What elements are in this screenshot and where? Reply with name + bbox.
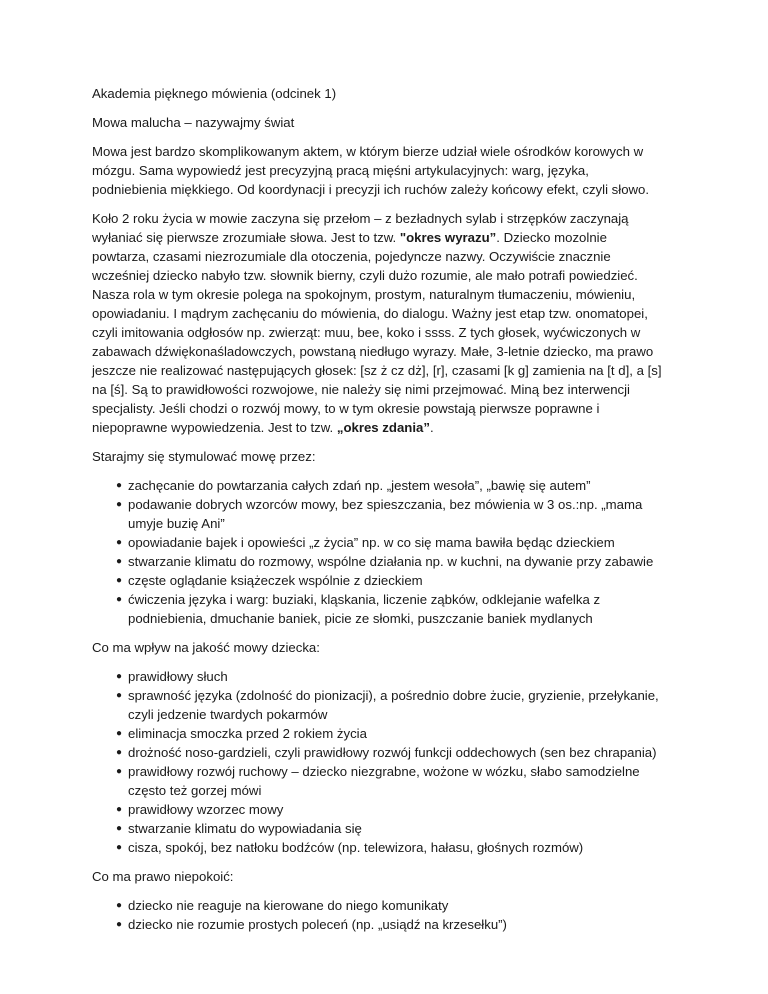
- section-heading-quality: Co ma wpływ na jakość mowy dziecka:: [92, 640, 320, 655]
- list-item-text: dziecko nie reaguje na kierowane do niego komunikaty: [128, 898, 449, 913]
- list-item: [92, 762, 667, 800]
- paragraph-text: Koło 2 roku życia w mowie zaczyna się przełom – z bezładnych sylab i strzępków zaczynają wyłaniać się pierwsze zrozumiałe słowa. Jest to tzw.: [92, 211, 629, 245]
- list-item: [92, 571, 667, 590]
- list-item: [92, 896, 667, 915]
- bullet-icon: ●: [116, 690, 123, 701]
- bullet-icon: ●: [116, 537, 123, 548]
- stimulate-list: [92, 476, 667, 628]
- concern-list: [92, 896, 667, 934]
- bullet-icon: ●: [116, 671, 123, 682]
- bullet-icon: ●: [116, 747, 123, 758]
- intro-paragraph: Mowa jest bardzo skomplikowanym aktem, w którym bierze udział wiele ośrodków korowych w mózgu. Sama wypowiedź jest precyzyjną pracą mięśni artykulacyjnych: warg, języka, podniebienia miękkiego. Od koordynacji i precyzji ich ruchów zależy końcowy efekt, czyli słowo.: [92, 144, 650, 197]
- list-item: [92, 590, 667, 628]
- list-item-text: stwarzanie klimatu do wypowiadania się: [128, 821, 362, 836]
- list-item: [92, 743, 667, 762]
- list-item-text: podawanie dobrych wzorców mowy, bez spieszczania, bez mówienia w 3 os.:np. „mama umyje buzię Ani”: [128, 497, 643, 531]
- paragraph-text: .: [429, 420, 434, 435]
- bullet-icon: ●: [116, 842, 123, 853]
- bullet-icon: ●: [116, 804, 123, 815]
- list-item-text: stwarzanie klimatu do rozmowy, wspólne działania np. w kuchni, na dywanie przy zabawie: [128, 554, 654, 569]
- list-item-text: eliminacja smoczka przed 2 rokiem życia: [128, 726, 367, 741]
- bullet-icon: ●: [116, 499, 123, 510]
- list-item-text: częste oglądanie książeczek wspólnie z dzieckiem: [128, 573, 423, 588]
- list-item: [92, 724, 667, 743]
- list-item-text: opowiadanie bajek i opowieści „z życia” np. w co się mama bawiła będąc dzieckiem: [128, 535, 615, 550]
- bullet-icon: ●: [116, 575, 123, 586]
- bold-term-okres-wyrazu: "okres wyrazu”: [399, 230, 497, 245]
- list-item-text: prawidłowy słuch: [128, 669, 228, 684]
- list-item-text: zachęcanie do powtarzania całych zdań np. „jestem wesoła”, „bawię się autem”: [128, 478, 591, 493]
- bullet-icon: ●: [116, 766, 123, 777]
- list-item-text: sprawność języka (zdolność do pionizacji), a pośrednio dobre żucie, gryzienie, przełykanie, czyli jedzenie twardych pokarmów: [128, 688, 659, 722]
- list-item-text: cisza, spokój, bez natłoku bodźców (np. telewizora, hałasu, głośnych rozmów): [128, 840, 584, 855]
- list-item-text: prawidłowy rozwój ruchowy – dziecko niezgrabne, wożone w wózku, słabo samodzielne często też gorzej mówi: [128, 764, 640, 798]
- bullet-icon: ●: [116, 480, 123, 491]
- list-item: [92, 495, 667, 533]
- list-item-text: dziecko nie rozumie prostych poleceń (np. „usiądź na krzesełku”): [128, 917, 507, 932]
- list-item: [92, 552, 667, 571]
- list-item-text: prawidłowy wzorzec mowy: [128, 802, 284, 817]
- paragraph-text: . Dziecko mozolnie powtarza, czasami niezrozumiale dla otoczenia, pojedyncze nazwy. Oczywiście znacznie wcześniej dziecko nabyło tzw. słownik bierny, czyli dużo rozumie, ale mało potrafi powiedzieć. Nasza rola w tym okresie polega na spokojnym, prostym, naturalnym tłumaczeniu, mówieniu, opowiadaniu. I mądrym zachęcaniu do mówienia, do dialogu. Ważny jest etap tzw. onomatopei, czyli imitowania odgłosów np. zwierząt: muu, bee, koko i ssss. Z tych głosek, wyćwiczonych w zabawach dźwiękonaśladowczych, powstaną niedługo wyrazy. Małe, 3-letnie dziecko, ma prawo jeszcze nie realizować następujących głosek: [sz ż cz dż], [r], czasami [k g] zamienia na [t d], a [s] na [ś]. Są to prawidłowości rozwojowe, nie należy się nimi przejmować. Miną bez interwencji specjalisty. Jeśli chodzi o rozwój mowy, to w tym okresie powstają pierwsze poprawne i niepoprawne wypowiedzenia. Jest to tzw.: [92, 230, 662, 435]
- list-item: [92, 800, 667, 819]
- list-item-text: ćwiczenia języka i warg: buziaki, kląskania, liczenie ząbków, odklejanie wafelka z podniebienia, dmuchanie baniek, picie ze słomki, puszczanie baniek mydlanych: [128, 592, 601, 626]
- list-item: [92, 476, 667, 495]
- document-subtitle: Mowa malucha – nazywajmy świat: [92, 115, 295, 130]
- quality-list: [92, 667, 667, 857]
- section-heading-concern: Co ma prawo niepokoić:: [92, 869, 234, 884]
- bullet-icon: ●: [116, 556, 123, 567]
- list-item: [92, 686, 667, 724]
- section-heading-stimulate: Starajmy się stymulować mowę przez:: [92, 449, 316, 464]
- bullet-icon: ●: [116, 823, 123, 834]
- list-item: [92, 667, 667, 686]
- development-paragraph: [92, 209, 667, 437]
- bullet-icon: ●: [116, 594, 123, 605]
- list-item-text: drożność noso-gardzieli, czyli prawidłowy rozwój funkcji oddechowych (sen bez chrapania): [128, 745, 657, 760]
- list-item: [92, 838, 667, 857]
- document-title: Akademia pięknego mówienia (odcinek 1): [92, 86, 337, 101]
- bullet-icon: ●: [116, 728, 123, 739]
- bullet-icon: ●: [116, 919, 123, 930]
- list-item: [92, 915, 667, 934]
- bullet-icon: ●: [116, 900, 123, 911]
- bold-term-okres-zdania: „okres zdania”: [336, 420, 430, 435]
- document-page: [92, 84, 667, 944]
- list-item: [92, 533, 667, 552]
- list-item: [92, 819, 667, 838]
